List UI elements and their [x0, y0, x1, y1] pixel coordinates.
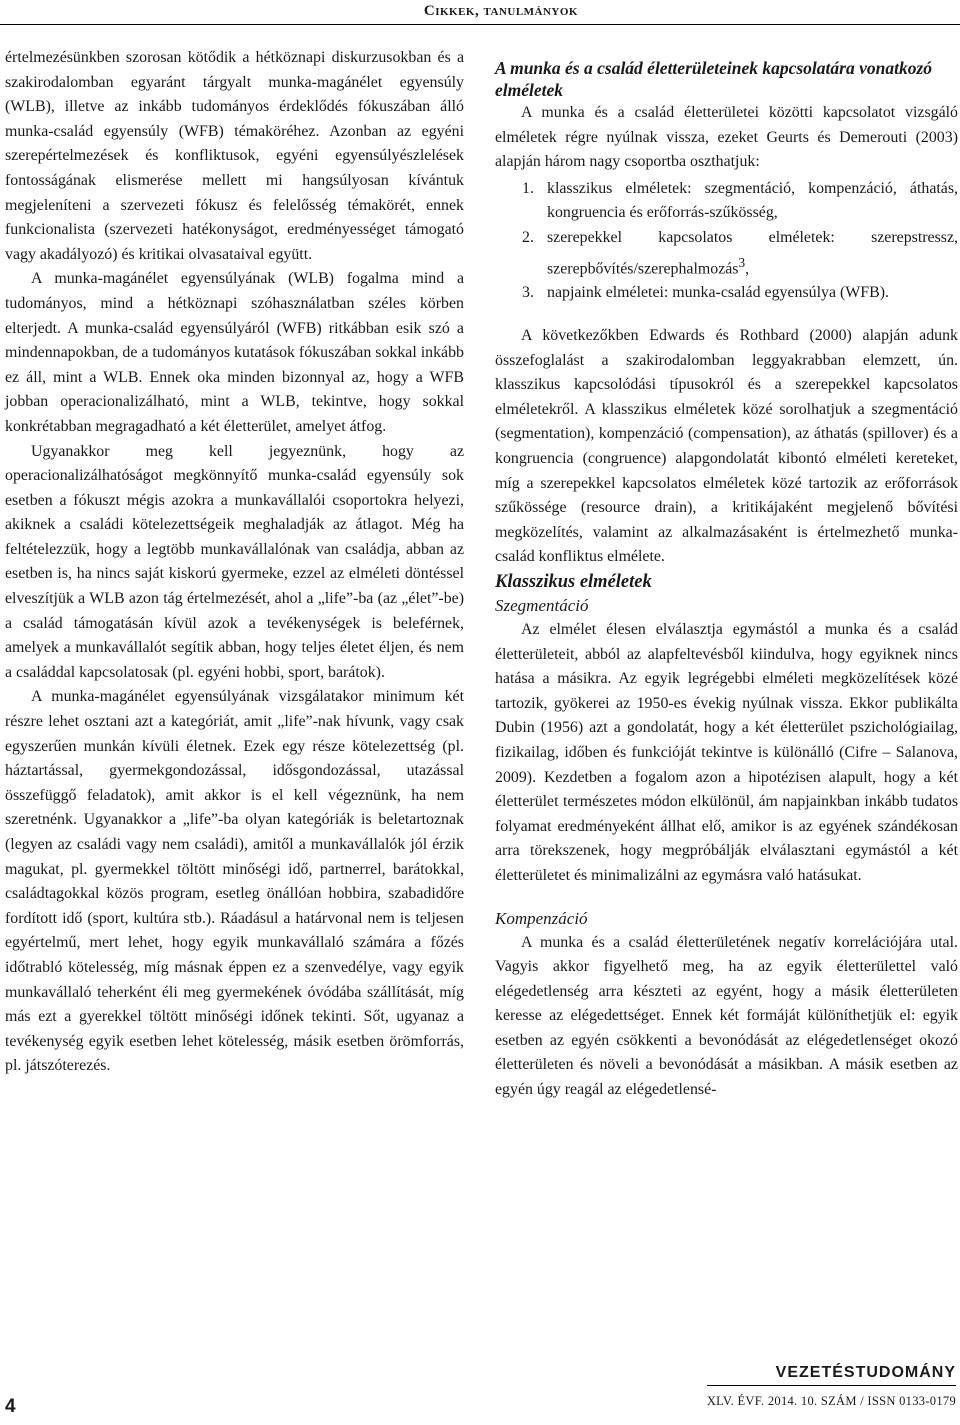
paragraph-intro: A munka és a család életterületei közötti kapcsolatot vizsgáló elméletek régre nyúlnak vissza, ezeket Geurts és Demerouti (2003) alapján három nagy csoportba oszthatjuk: [495, 104, 958, 171]
left-column [5, 46, 464, 1079]
section-title: A munka és a család életterületeinek kapcsolatára vonatkozó elméletek [495, 58, 933, 100]
list-number: 3. [522, 284, 534, 302]
list-text: szerepekkel kapcsolatos elméletek: szerepstressz, szerepbővítés/szerephalmozás [547, 228, 958, 277]
right-column [495, 57, 958, 1103]
paragraph-segmentation: Az elmélet élesen elválasztja egymástól a munka és a család életterületeit, abból az alapfeltevésből kiindulva, hogy egyiknek nincs hatása a másikra. Az egyik legrégebbi elméleti megközelítések közé tartozik, gyökerei az 1950-es évekig nyúlnak vissza. Ekkor publikálta Dubin (1956) azt a gondolatát, hogy a két életterület pszichológiailag, fizikailag, időben és funkcióját tekintve is különálló (Cifre – Salanova, 2009). Kezdetben a fogalom azon a hipotézisen alapult, hogy a két életterület természetes módon elkülönül, ám napjainkban inkább tudatos folyamat eredményeként állhat elő, amikor is az egyének szándékosan arra törekszenek, hogy megpróbálják elválasztani egymástól a két életterületet és minimalizálni az egymásra való hatásukat. [495, 620, 958, 884]
paragraph-operationalization: Ugyanakkor meg kell jegyeznünk, hogy az operacionalizálhatóságot megkönnyítő munka-család egyensúly sok esetben a fókuszt mégis azokra a munkavállalói csoportokra helyezi, akiknek a családi kötelezettségeik meghaladják az átlagot. Még ha feltételezzük, hogy a legtöbb munkavállalónak van családja, abban az esetben is, ha nincs saját kiskorú gyermeke, ezzel az elméleti döntéssel elveszítjük a WLB azon tág értelmezését, ahol a „life”-ba (az „élet”-be) a család támogatásán kívül azok a tevékenységek is beleférnek, amelyek a munkavállalót segítik abban, hogy teljes életet éljen, és nem a családdal kapcsolatosak (pl. egyéni hobbi, sport, barátok). [5, 442, 464, 681]
paragraph-definition: értelmezésünkben szorosan kötődik a hétköznapi diskurzusokban és a szakirodalomban egyaránt tárgyalt munka-magánélet egyensúly (WLB), illetve az inkább tudományos érdeklődés fókuszában álló munka-család egyensúly (WFB) témaköréhez. Azonban az egyéni szerepértelmezések és konfliktusok, egyéni egyensúlyészlelések fontosságának elismerése mellett mi hangsúlyosan kívántuk megjeleníteni a szervezeti fókusz és felelősség témakörét, ennek funkcionalista (szervezeti hatékonyságot, eredményességet támogató vagy akadályozó) és kritikai olvasataival együtt. [5, 49, 464, 263]
list-text: klasszikus elméletek: szegmentáció, kompenzáció, áthatás, kongruencia és erőforrás-szűkösség, [547, 179, 958, 222]
list-item [495, 177, 958, 226]
page-number: 4 [5, 1396, 16, 1417]
heading-compensation: Kompenzáció [495, 908, 588, 928]
paragraph-life-categories: A munka-magánélet egyensúlyának vizsgálatakor minimum két részre lehet osztani azt a kategóriát, amit „life”-nak hívunk, vagy csak egyszerűen munkán kívüli életnek. Ezek egy része kötelezettség (pl. háztartással, gyermekgondozással, idősgondozással, utazással összefüggő feladatok), amit akkor is el kell végeznünk, ha nem szeretnénk. Ugyanakkor a „life”-ba olyan kategóriák is beletartoznak (legyen az családi vagy nem családi), amitől a munkavállalók jól érzik magukat, pl. gyermekkel töltött minőségi idő, partnerrel, barátokkal, családtagokkal közös program, esetleg önállóan hobbira, szabadidőre fordított idő (sport, kultúra stb.). Ráadásul a határvonal nem is teljesen egyértelmű, mert lehet, hogy egyik munkavállaló számára a főzés időtrabló kötelesség, míg másnak éppen ez a szenvedélye, vagy egyik munkavállaló teherként éli meg gyermekének óvódába szállítását, míg más ezt a gyerekkel töltött minőségi időnek tekinti. Sőt, ugyanaz a tevékenység egyik esetben lehet kötelesség, másik esetben örömforrás, pl. játszóterezés. [5, 688, 464, 1075]
heading-segmentation: Szegmentáció [495, 595, 589, 615]
list-text-suffix: , [745, 259, 750, 277]
list-number: 1. [522, 179, 534, 197]
footnote-marker: 3 [738, 254, 746, 270]
theory-list [495, 177, 958, 306]
paragraph-compensation: A munka és a család életterületének negatív korrelációjára utal. Vagyis akkor figyelhető meg, ha az egyik életterülettel való elégedetlenség arra készteti az egyént, hogy a másik életterületen keresse az elégedettséget. Ennek két formáját különíthetjük el: egyik esetben az egyén csökkenti a bevonódását az elégedetlenséget okozó életterületen és növeli a bevonódását a másikban. A másik esetben az egyén úgy reagál az elégedetlensé- [495, 933, 958, 1099]
running-header-title: Cikkek, tanulmányok [423, 3, 578, 19]
journal-name: VEZETÉSTUDOMÁNY [707, 1364, 956, 1386]
header-rule [0, 24, 960, 25]
list-item [495, 226, 958, 281]
list-number: 2. [522, 228, 534, 246]
heading-classic-theories: Klasszikus elméletek [495, 571, 652, 592]
paragraph-edwards: A következőkben Edwards és Rothbard (2000) alapján adunk összefoglalást a szakirodalomban leggyakrabban elemzett, ún. klasszikus kapcsolódási típusokról és a szerepekkel kapcsolatos elméletekről. A klasszikus elméletek közé sorolhatjuk a szegmentáció (segmentation), kompenzáció (compensation), az áthatás (spillover) és a kongruencia (congruence) alapgondolatát kibontó elméleti kereteket, míg a szerepekkel kapcsolatos elméletek közé tartozik az erőforrások szűkössége (resource drain), a kritikájaként megjelenő bővítési megközelítés, valamint az alkalmazásaként is értelmezhető munka-család konfliktus elmélete. [495, 327, 958, 566]
list-text: napjaink elméletei: munka-család egyensúlya (WFB). [547, 284, 889, 302]
running-header [0, 0, 960, 24]
paragraph-wlb-wfb: A munka-magánélet egyensúlyának (WLB) fogalma mind a tudományos, mind a hétköznapi szóhasználatban széles körben elterjedt. A munka-család egyensúlyáról (WFB) ritkábban esik szó a mindennapokban, de a tudományos kutatások fókuszában sokkal inkább ez áll, mint a WLB. Ennek oka minden bizonnyal az, hogy a WFB jobban operacionalizálható, mint a WLB, tekintve, hogy sokkal konkrétabban megragadható a két életterület, amelyet átfog. [5, 270, 464, 435]
list-item [495, 281, 958, 306]
issue-info: XLV. ÉVF. 2014. 10. SZÁM / ISSN 0133-0179 [706, 1394, 956, 1408]
footer-journal-block [707, 1364, 956, 1409]
